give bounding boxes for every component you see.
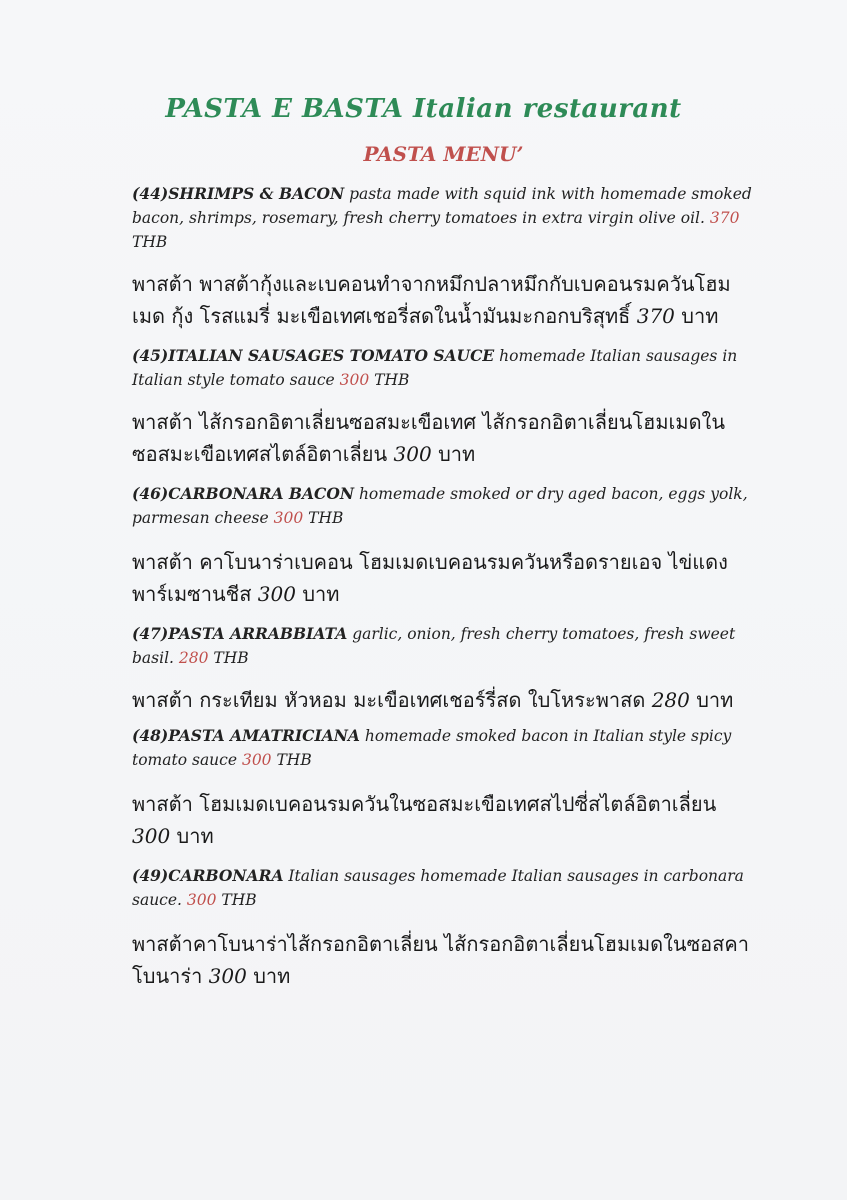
item-description: garlic, onion, fresh cherry tomatoes, fresh sweet basil. bbox=[132, 625, 736, 667]
menu-item-th-47 bbox=[132, 684, 752, 716]
item-thai-text: พาสต้า กระเทียม หัวหอม มะเขือเทศเชอร์รี่สด ใบโหระพาสด bbox=[132, 688, 652, 712]
item-name: (44)SHRIMPS & BACON bbox=[132, 184, 345, 203]
menu-item-th-48 bbox=[132, 788, 752, 852]
menu-item-th-44 bbox=[132, 268, 752, 332]
item-thai-currency: บาท bbox=[295, 582, 340, 606]
item-thai-text: พาสต้า พาสต้ากุ้งและเบคอนทำจากหมึกปลาหมึกกับเบคอนรมควันโฮมเมด กุ้ง โรสแมรี่ มะเขือเทศเชอรี่สดในน้ำมันมะกอกบริสุทธิ์ bbox=[132, 272, 731, 328]
item-thai-text: พาสต้า ไส้กรอกอิตาเลี่ยนซอสมะเขือเทศ ไส้กรอกอิตาเลี่ยนโฮมเมดในซอสมะเขือเทศสไตล์อิตาเลี่ยน bbox=[132, 410, 725, 466]
item-thai-currency: บาท bbox=[689, 688, 734, 712]
item-thai-price: 300 bbox=[257, 582, 296, 606]
menu-item-en-45 bbox=[132, 344, 752, 392]
item-description: homemade smoked bacon in Italian style spicy tomato sauce bbox=[132, 727, 732, 769]
menu-items bbox=[132, 182, 752, 992]
item-price: 300 bbox=[241, 751, 272, 769]
menu-item-en-46 bbox=[132, 482, 752, 530]
restaurant-title: PASTA E BASTA Italian restaurant bbox=[165, 94, 682, 124]
menu-item-th-45 bbox=[132, 406, 752, 470]
item-name: (48)PASTA AMATRICIANA bbox=[132, 726, 360, 745]
item-thai-currency: บาท bbox=[431, 442, 476, 466]
menu-item-en-44 bbox=[132, 182, 752, 254]
item-currency: THB bbox=[216, 891, 257, 909]
item-currency: THB bbox=[132, 233, 168, 251]
item-thai-text: พาสต้า โฮมเมดเบคอนรมควันในซอสมะเขือเทศสไปซี่สไตล์อิตาเลี่ยน bbox=[132, 792, 717, 816]
item-currency: THB bbox=[208, 649, 249, 667]
item-price: 370 bbox=[709, 209, 740, 227]
item-description: Italian sausages homemade Italian sausages in carbonara sauce. bbox=[132, 867, 744, 909]
menu-item-th-46 bbox=[132, 546, 752, 610]
item-price: 300 bbox=[186, 891, 217, 909]
item-name: (46)CARBONARA BACON bbox=[132, 484, 355, 503]
item-thai-currency: บาท bbox=[170, 824, 214, 848]
menu-item-en-47 bbox=[132, 622, 752, 670]
item-price: 300 bbox=[339, 371, 370, 389]
item-name: (45)ITALIAN SAUSAGES TOMATO SAUCE bbox=[132, 346, 495, 365]
item-description: homemade Italian sausages in Italian style tomato sauce bbox=[132, 347, 738, 389]
item-price: 300 bbox=[273, 509, 304, 527]
item-thai-price: 280 bbox=[651, 688, 690, 712]
item-description: pasta made with squid ink with homemade smoked bacon, shrimps, rosemary, fresh cherry tomatoes in extra virgin olive oil. bbox=[132, 185, 752, 227]
item-currency: THB bbox=[303, 509, 344, 527]
menu-subtitle: PASTA MENU’ bbox=[363, 142, 524, 166]
item-price: 280 bbox=[178, 649, 209, 667]
item-thai-price: 300 bbox=[208, 964, 247, 988]
item-thai-price: 370 bbox=[636, 304, 675, 328]
item-thai-text: พาสต้าคาโบนาร่าไส้กรอกอิตาเลี่ยน ไส้กรอกอิตาเลี่ยนโฮมเมดในซอสคาโบนาร่า bbox=[132, 932, 750, 988]
item-thai-currency: บาท bbox=[674, 304, 719, 328]
item-thai-price: 300 bbox=[393, 442, 432, 466]
item-thai-currency: บาท bbox=[246, 964, 291, 988]
item-thai-text: พาสต้า คาโบนาร่าเบคอน โฮมเมดเบคอนรมควันหรือดรายเอจ ไข่แดง พาร์เมซานชีส bbox=[132, 550, 728, 606]
item-currency: THB bbox=[369, 371, 410, 389]
item-name: (49)CARBONARA bbox=[132, 866, 284, 885]
item-name: (47)PASTA ARRABBIATA bbox=[132, 624, 348, 643]
menu-item-th-49 bbox=[132, 928, 752, 992]
item-thai-price: 300 bbox=[132, 824, 171, 848]
menu-item-en-49 bbox=[132, 864, 752, 912]
item-currency: THB bbox=[271, 751, 312, 769]
item-description: homemade smoked or dry aged bacon, eggs yolk, parmesan cheese bbox=[132, 485, 748, 527]
menu-item-en-48 bbox=[132, 724, 752, 772]
